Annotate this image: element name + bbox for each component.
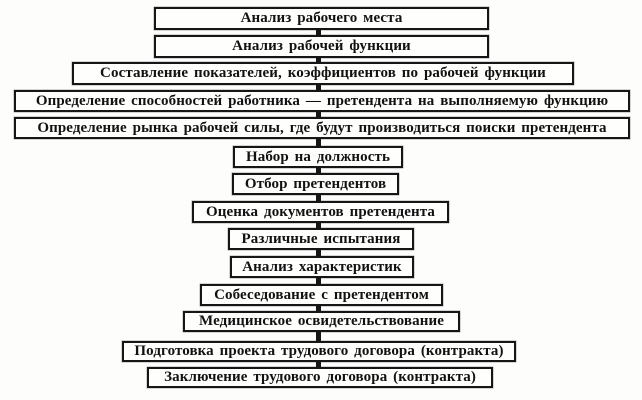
flow-step-indicators-compilation: Составление показателей, коэффициентов по рабочей функции: [72, 62, 574, 85]
flow-step-job-function-analysis: Анализ рабочей функции: [154, 35, 489, 58]
flow-step-characteristics-analysis: Анализ характеристик: [230, 256, 414, 278]
flow-step-contract-draft-preparation: Подготовка проекта трудового договора (контракта): [122, 341, 516, 362]
flow-step-job-place-analysis: Анализ рабочего места: [154, 7, 489, 30]
flow-step-contract-conclusion: Заключение трудового договора (контракта): [147, 367, 493, 388]
flow-step-various-tests: Различные испытания: [228, 228, 414, 250]
flow-step-position-recruitment: Набор на должность: [233, 146, 403, 168]
flow-step-abilities-determination: Определение способностей работника — претендента на выполняемую функцию: [14, 90, 630, 112]
flow-step-candidate-selection: Отбор претендентов: [232, 173, 399, 195]
flow-step-labor-market-determination: Определение рынка рабочей силы, где будут производиться поиски претендента: [14, 117, 630, 139]
flow-step-medical-examination: Медицинское освидетельствование: [183, 311, 460, 332]
flow-step-documents-evaluation: Оценка документов претендента: [192, 201, 449, 223]
flow-step-candidate-interview: Собеседование с претендентом: [200, 284, 443, 306]
